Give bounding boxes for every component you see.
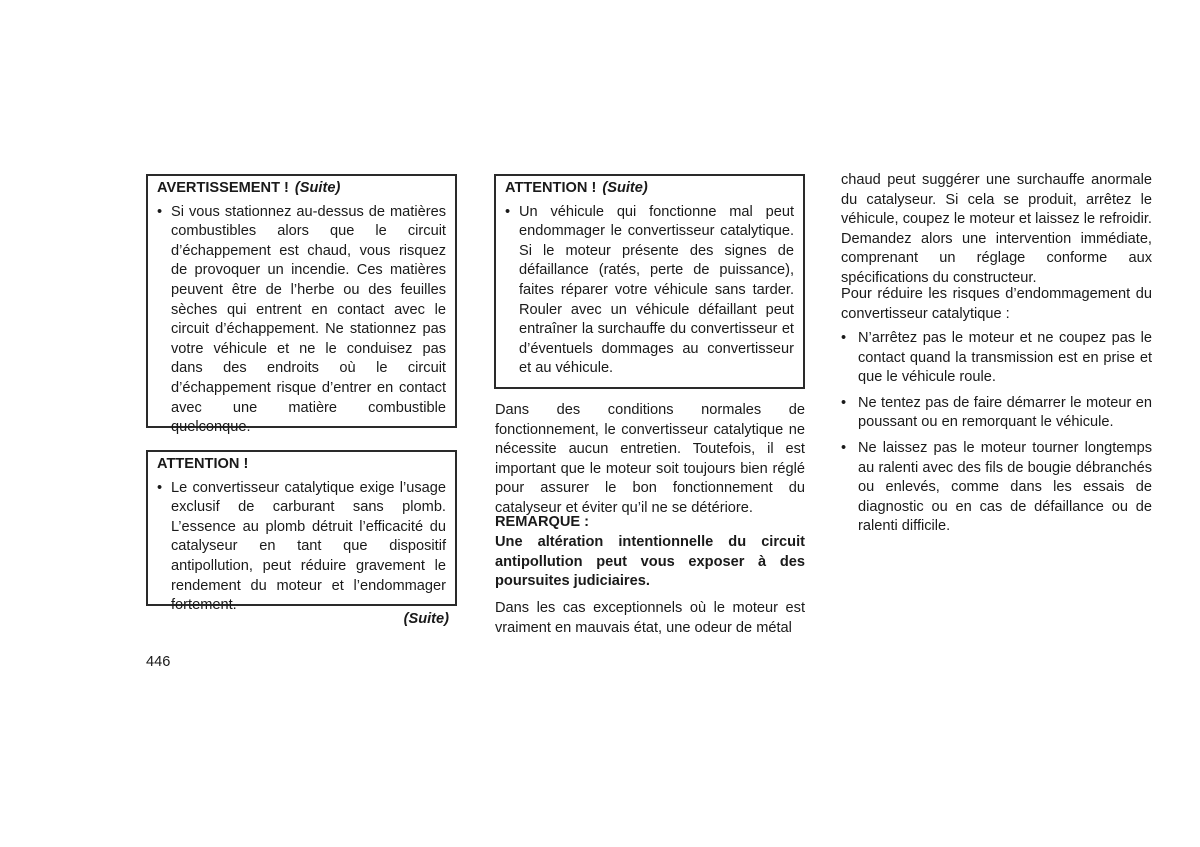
continued-label: (Suite)	[403, 611, 449, 627]
caution-text-left: Le convertisseur catalytique exige l’usage exclusif de carburant sans plomb. L’essence au plomb détruit l’efficacité du catalyseur en tant que dispositif antipollution, peut réduire gravement le rendement du moteur et l’endommager fortement.	[171, 479, 446, 614]
warning-title	[157, 179, 446, 199]
paragraph-normal-conditions: Dans des conditions normales de fonctionnement, le convertisseur catalytique ne nécessite aucun entretien. Toutefois, il est important que le moteur soit toujours bien réglé pour assurer le bon fonctionnement du catalyseur et éviter qu’il ne se détériore.	[495, 402, 805, 516]
bullet-icon: •	[505, 203, 511, 220]
caution-title-middle-suffix: (Suite)	[602, 180, 648, 196]
caution-bullet-item-middle	[505, 203, 794, 379]
page-number: 446	[146, 654, 171, 670]
caution-box-left	[146, 450, 457, 614]
caution-box-middle	[494, 174, 805, 389]
note-label: REMARQUE :	[495, 514, 590, 530]
list-item	[841, 394, 1152, 433]
bullet-icon: •	[841, 439, 847, 456]
paragraph-reduce-risk: Pour réduire les risques d’endommagement du convertisseur catalytique :	[841, 286, 1152, 322]
warning-bullet-item	[157, 203, 446, 438]
warning-title-label: AVERTISSEMENT !	[157, 180, 289, 196]
warning-title-suffix: (Suite)	[294, 180, 341, 196]
bullet-icon: •	[841, 394, 847, 411]
list-item	[841, 439, 1152, 537]
bullet-icon: •	[841, 330, 847, 346]
caution-bullet-item-left	[157, 479, 446, 616]
caution-title-middle	[505, 179, 794, 199]
warning-box	[146, 174, 457, 436]
bullet-icon: •	[157, 479, 163, 496]
list-item-text: Ne tentez pas de faire démarrer le moteur en poussant ou en remorquant le véhicule.	[858, 394, 1152, 431]
risk-reduction-list	[841, 329, 1152, 543]
caution-text-middle: Un véhicule qui fonctionne mal peut endommager le convertisseur catalytique. Si le moteur présente des signes de défaillance (ratés, perte de puissance), faites réparer votre véhicule sans tarder. Rouler avec un véhicule défaillant peut entraîner la surchauffe du convertisseur et d’éventuels dommages au convertisseur et au véhicule.	[519, 203, 794, 377]
list-item	[841, 329, 1152, 388]
paragraph-exceptional-cases: Dans les cas exceptionnels où le moteur est vraiment en mauvais état, une odeur de métal	[495, 600, 805, 636]
list-item-text: Ne laissez pas le moteur tourner longtemps au ralenti avec des fils de bougie débranchés ou enlevés, comme dans les essais de diagnostic ou en cas de défaillance ou de ralenti difficile.	[858, 439, 1152, 535]
note-text: Une altération intentionnelle du circuit antipollution peut vous exposer à des poursuites judiciaires.	[495, 534, 805, 590]
list-item-text: N’arrêtez pas le moteur et ne coupez pas le contact quand la transmission est en prise et que le véhicule roule.	[858, 330, 1152, 386]
bullet-icon: •	[157, 203, 163, 220]
caution-title-middle-label: ATTENTION !	[505, 180, 597, 196]
caution-title-left: ATTENTION !	[157, 456, 249, 472]
paragraph-overheat: chaud peut suggérer une surchauffe anormale du catalyseur. Si cela se produit, arrêtez le véhicule, coupez le moteur et laissez le refroidir. Demandez alors une intervention immédiate, comprenant un réglage conforme aux spécifications du constructeur.	[841, 172, 1152, 286]
warning-text: Si vous stationnez au-dessus de matières combustibles alors que le circuit d’échappement est chaud, vous risquez de provoquer un incendie. Ces matières peuvent être de l’herbe ou des feuilles sèches qui entrent en contact avec le circuit d’échappement. Ne stationnez pas votre véhicule et ne le conduisez pas dans des endroits où le circuit d’échappement risque d’entrer en contact avec une matière combustible quelconque.	[171, 203, 446, 436]
